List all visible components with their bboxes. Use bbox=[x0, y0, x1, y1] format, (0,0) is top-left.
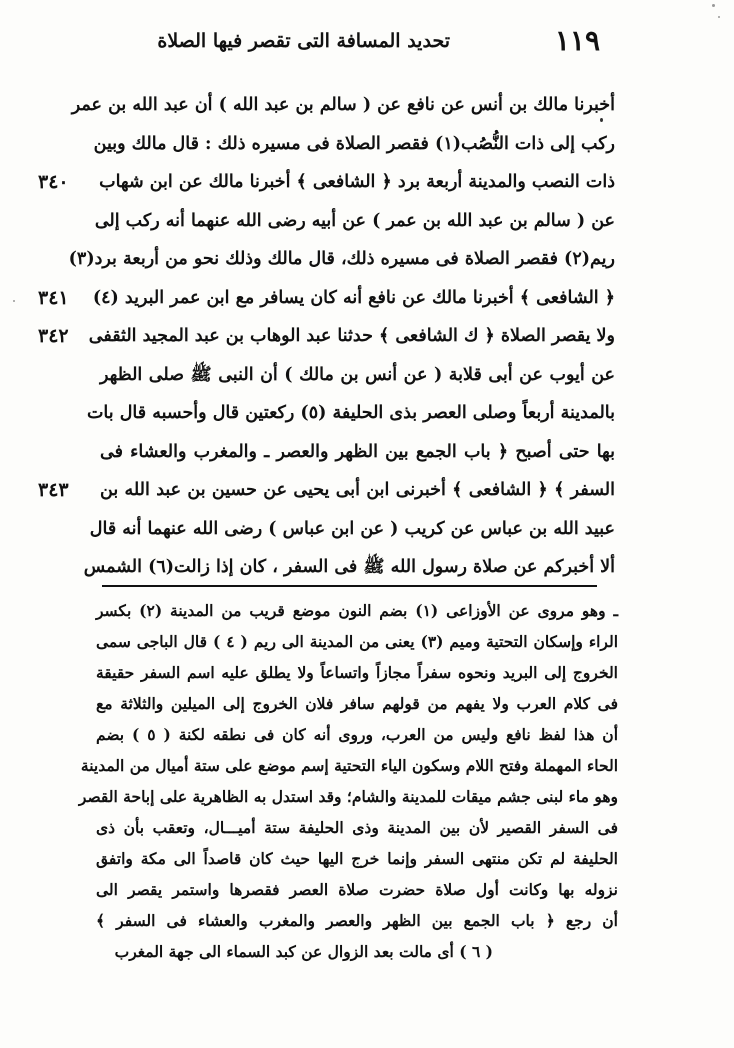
line-text: ألا أخبركم عن صلاة رسول الله ﷺ فى السفر ، كان إذا زالت(٦) الشمس bbox=[83, 557, 615, 577]
text-line bbox=[38, 471, 615, 510]
footnote-line: أن رجع ﴿ باب الجمع بين الظهر والعصر والمغرب والعشاء فى السفر ﴾ bbox=[96, 911, 618, 930]
line-text: ﴿ الشافعى ﴾ أخبرنا مالك عن نافع أنه كان يسافر مع ابن عمر البريد (٤) bbox=[92, 287, 615, 308]
footnote-line: الحاء المهملة وفتح اللام وسكون الياء التحتية إسم موضع على ستة أميال من المدينة bbox=[80, 756, 618, 775]
hadith-number: ٣٤٢ bbox=[38, 325, 69, 347]
text-line bbox=[100, 356, 615, 395]
hadith-number: ٣٤٠ bbox=[38, 171, 69, 193]
main-text bbox=[38, 86, 615, 587]
footnote-line: ( ٦ ) أى مالت بعد الزوال عن كبد السماء الى جهة المغرب bbox=[114, 942, 493, 961]
text-line bbox=[93, 125, 615, 164]
text-line bbox=[71, 86, 615, 125]
footnote-line: الخروج إلى البريد ونحوه سفراً مجازاً واتساعاً ولا يطلق عليه اسم السفر حقيقة bbox=[96, 663, 618, 682]
scan-speck bbox=[718, 16, 720, 18]
footnotes bbox=[78, 596, 619, 968]
footnote-line: الراء وإسكان التحتية وميم (٣) يعنى من المدينة الى ريم ( ٤ ) قال الباجى سمى bbox=[96, 632, 618, 651]
line-text: ولا يقصر الصلاة ﴿ ك الشافعى ﴾ حدثنا عبد الوهاب بن عبد المجيد الثقفى bbox=[88, 326, 615, 346]
footnote-line: ـ وهو مروى عن الأوزاعى (١) بضم النون موضع قريب من المدينة (٢) بكسر bbox=[96, 601, 619, 620]
line-text: ركب إلى ذات النُّصُب(١) فقصر الصلاة فى مسيره ذلك : قال مالك وبين bbox=[93, 133, 615, 154]
text-line bbox=[38, 279, 615, 318]
footnote-divider bbox=[102, 585, 597, 587]
text-line bbox=[83, 548, 615, 587]
line-text: عن ( سالم بن عبد الله بن عمر ) عن أبيه رضى الله عنهما أنه ركب إلى bbox=[94, 210, 615, 231]
page-number: ١١٩ bbox=[554, 24, 600, 57]
footnote-line: فى كلام العرب ولا يفهم من قولهم سافر فلان الخروج إلى الميلين والثلاثة مع bbox=[96, 694, 618, 713]
footnote-line: أن هذا لفظ نافع وليس من العرب، وروى أنه كان فى نطقه لكنة ( ٥ ) بضم bbox=[96, 725, 618, 744]
text-line bbox=[38, 317, 615, 356]
page-title: تحديد المسافة التى تقصر فيها الصلاة bbox=[157, 30, 450, 52]
footnote-line: نزوله بها وكانت أول صلاة حضرت صلاة العصر فقصرها واستمر يقصر الى bbox=[96, 880, 618, 899]
footnote-line: الحليفة لم تكن منتهى السفر وإنما خرج اليها حيث كان قاصداً الى مكة واتفق bbox=[96, 849, 618, 868]
page-header bbox=[100, 24, 600, 64]
text-line bbox=[89, 510, 615, 549]
line-text: عن أيوب عن أبى قلابة ( عن أنس بن مالك ) أن النبى ﷺ صلى الظهر bbox=[100, 364, 615, 385]
line-text: عبيد الله بن عباس عن كريب ( عن ابن عباس ) رضى الله عنهما أنه قال bbox=[89, 518, 615, 539]
hadith-number: ٣٤٣ bbox=[38, 479, 69, 501]
scan-speck bbox=[712, 4, 715, 7]
line-text: أخبرنا مالك بن أنس عن نافع عن ( سالم بن عبد الله ) أن عبد الله بن عمر bbox=[71, 95, 615, 115]
text-line bbox=[38, 163, 615, 202]
text-line bbox=[68, 240, 615, 279]
line-text: السفر ﴾ ﴿ الشافعى ﴾ أخبرنى ابن أبى يحيى عن حسين بن عبد الله بن bbox=[100, 480, 615, 500]
hadith-number: ٣٤١ bbox=[38, 286, 69, 309]
text-line bbox=[94, 202, 615, 241]
line-text: بالمدينة أربعاً وصلى العصر بذى الحليفة (٥) ركعتين قال وأحسبه قال بات bbox=[86, 403, 615, 423]
line-text: بها حتى أصبح ﴿ باب الجمع بين الظهر والعصر ـ والمغرب والعشاء فى bbox=[100, 441, 615, 462]
text-line bbox=[86, 394, 615, 433]
scan-speck bbox=[13, 300, 15, 302]
line-text: ذات النصب والمدينة أربعة برد ﴿ الشافعى ﴾ أخبرنا مالك عن ابن شهاب bbox=[99, 172, 615, 192]
footnote-line: فى السفر القصير لأن بين المدينة وذى الحليفة ستة أميـــال، وتعقب بأن ذى bbox=[96, 818, 618, 837]
footnote-line: وهو ماء لبنى جشم ميقات للمدينة والشام؛ وقد استدل به الظاهرية على إباحة القصر bbox=[78, 787, 618, 806]
line-text: ريم(٢) فقصر الصلاة فى مسيره ذلك، قال مالك وذلك نحو من أربعة برد(٣) bbox=[68, 249, 615, 269]
text-line bbox=[100, 433, 615, 472]
